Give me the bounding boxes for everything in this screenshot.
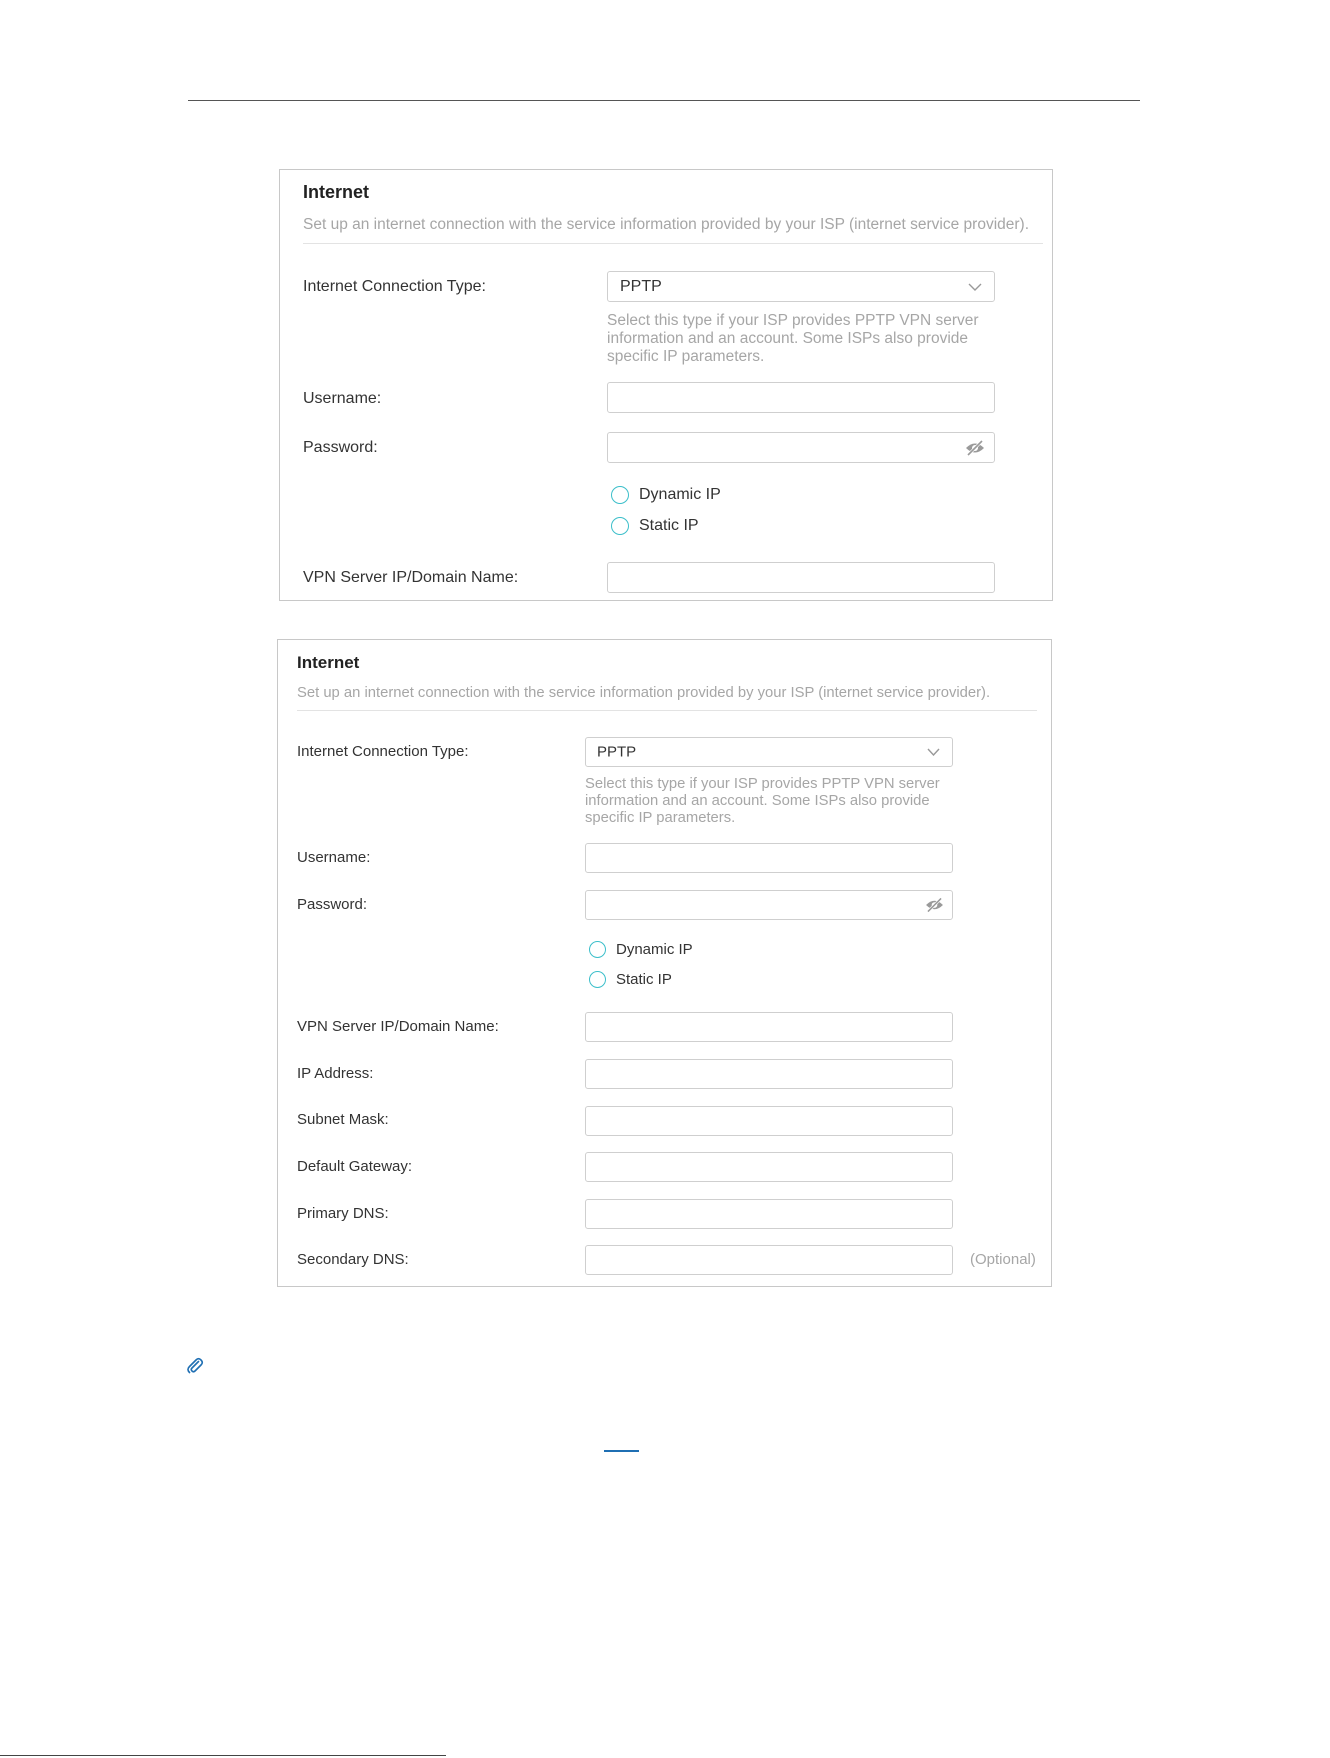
static-ip-label: Static IP: [616, 971, 672, 988]
username-label: Username:: [303, 390, 382, 407]
connection-type-select[interactable]: [607, 271, 995, 302]
default-gateway-input[interactable]: [585, 1152, 953, 1182]
chevron-down-icon: [968, 283, 982, 291]
panel-divider: [297, 710, 1037, 711]
internet-panel-dynamic: [279, 169, 1053, 601]
eye-off-icon[interactable]: [924, 898, 945, 913]
optional-label: (Optional): [970, 1251, 1036, 1268]
connection-type-label: Internet Connection Type:: [297, 743, 469, 760]
ip-address-label: IP Address:: [297, 1065, 374, 1082]
internet-panel-static: [277, 639, 1052, 1287]
static-ip-radio[interactable]: [611, 517, 629, 535]
connection-type-value: PPTP: [597, 743, 637, 761]
header-rule: [188, 100, 1140, 101]
connection-type-hint: Select this type if your ISP provides PPTP VPN server information and an account. Some ISPs also provide specific IP parameters.: [607, 312, 979, 365]
primary-dns-label: Primary DNS:: [297, 1205, 389, 1222]
username-input[interactable]: [607, 382, 995, 413]
static-ip-option[interactable]: [611, 517, 699, 535]
panel-description: Set up an internet connection with the service information provided by your ISP (internet service provider).: [297, 685, 991, 701]
panel-title: Internet: [297, 653, 360, 672]
vpn-server-input[interactable]: [585, 1012, 953, 1042]
page-link-underline[interactable]: [604, 1450, 639, 1452]
connection-type-hint: Select this type if your ISP provides PPTP VPN server information and an account. Some ISPs also provide specific IP parameters.: [585, 776, 940, 826]
password-label: Password:: [297, 896, 368, 913]
vpn-server-label: VPN Server IP/Domain Name:: [297, 1018, 499, 1035]
secondary-dns-input[interactable]: [585, 1245, 953, 1275]
dynamic-ip-option[interactable]: [611, 486, 721, 504]
default-gateway-label: Default Gateway:: [297, 1158, 413, 1175]
password-input[interactable]: [607, 432, 995, 463]
connection-type-select[interactable]: [585, 737, 953, 767]
panel-divider: [303, 243, 1043, 244]
password-label: Password:: [303, 439, 378, 456]
secondary-dns-label: Secondary DNS:: [297, 1251, 409, 1268]
username-label: Username:: [297, 849, 371, 866]
subnet-mask-input[interactable]: [585, 1106, 953, 1136]
subnet-mask-label: Subnet Mask:: [297, 1111, 389, 1128]
static-ip-radio[interactable]: [589, 971, 606, 988]
password-input[interactable]: [585, 890, 953, 920]
paperclip-icon: [186, 1357, 204, 1375]
dynamic-ip-option[interactable]: [589, 941, 693, 958]
ip-address-input[interactable]: [585, 1059, 953, 1089]
panel-title: Internet: [303, 182, 370, 202]
dynamic-ip-radio[interactable]: [611, 486, 629, 504]
vpn-server-input[interactable]: [607, 562, 995, 593]
username-input[interactable]: [585, 843, 953, 873]
primary-dns-input[interactable]: [585, 1199, 953, 1229]
dynamic-ip-label: Dynamic IP: [616, 941, 693, 958]
static-ip-option[interactable]: [589, 971, 672, 988]
chevron-down-icon: [927, 748, 940, 756]
static-ip-label: Static IP: [639, 517, 699, 534]
eye-off-icon[interactable]: [964, 440, 986, 456]
dynamic-ip-label: Dynamic IP: [639, 486, 721, 503]
connection-type-value: PPTP: [620, 277, 662, 295]
footnote-rule: [0, 1755, 446, 1756]
dynamic-ip-radio[interactable]: [589, 941, 606, 958]
panel-description: Set up an internet connection with the service information provided by your ISP (internet service provider).: [303, 216, 1030, 233]
connection-type-label: Internet Connection Type:: [303, 278, 486, 295]
vpn-server-label: VPN Server IP/Domain Name:: [303, 569, 519, 586]
